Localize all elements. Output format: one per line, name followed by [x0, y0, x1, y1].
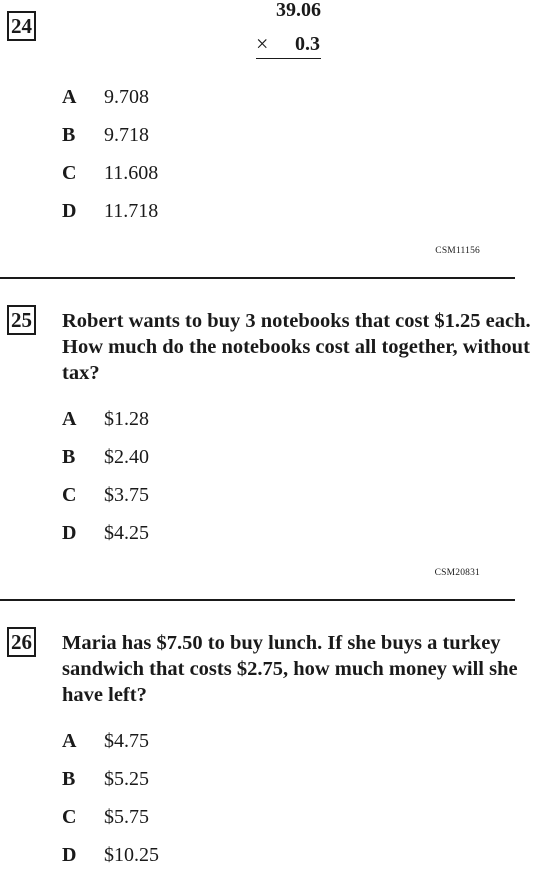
choice-text: $1.28	[104, 408, 149, 430]
question-number-26: 26	[7, 627, 36, 657]
section-divider	[0, 277, 515, 279]
question-stem-25: Robert wants to buy 3 notebooks that cost $1.25 each. How much do the notebooks cost all together, without tax?	[62, 310, 531, 384]
choice-letter: D	[62, 522, 77, 544]
multiplier-row	[256, 32, 321, 59]
multiply-sign: ×	[256, 31, 269, 56]
choice-letter: B	[62, 768, 76, 790]
choice-25-a[interactable]	[62, 406, 149, 432]
choice-letter: A	[62, 86, 77, 108]
choice-text: 11.718	[104, 200, 159, 222]
choice-letter: D	[62, 844, 77, 866]
question-number-24: 24	[7, 11, 36, 41]
choice-text: $10.25	[104, 844, 159, 866]
choice-letter: D	[62, 200, 77, 222]
choice-text: $5.25	[104, 768, 149, 790]
choice-26-a[interactable]	[62, 728, 149, 754]
choice-text: 11.608	[104, 162, 159, 184]
choice-24-b[interactable]	[62, 122, 149, 148]
choice-26-c[interactable]	[62, 804, 149, 830]
section-divider	[0, 599, 515, 601]
choice-letter: A	[62, 408, 77, 430]
choice-letter: B	[62, 124, 76, 146]
choice-26-b[interactable]	[62, 766, 149, 792]
choice-25-b[interactable]	[62, 444, 149, 470]
choice-text: 9.718	[104, 124, 149, 146]
choice-26-d[interactable]	[62, 842, 159, 868]
choice-24-c[interactable]	[62, 160, 158, 186]
choice-text: 9.708	[104, 86, 149, 108]
question-number-25: 25	[7, 305, 36, 335]
choice-letter: C	[62, 484, 77, 506]
item-code-25: CSM20831	[434, 568, 480, 578]
choice-letter: C	[62, 162, 77, 184]
choice-24-a[interactable]	[62, 84, 149, 110]
choice-24-d[interactable]	[62, 198, 158, 224]
choice-text: $2.40	[104, 446, 149, 468]
choice-letter: B	[62, 446, 76, 468]
item-code-24: CSM11156	[435, 246, 480, 256]
choice-text: $5.75	[104, 806, 149, 828]
choice-text: $3.75	[104, 484, 149, 506]
choice-25-d[interactable]	[62, 520, 149, 546]
choice-text: $4.75	[104, 730, 149, 752]
multiplicand: 39.06	[276, 0, 321, 21]
choice-text: $4.25	[104, 522, 149, 544]
choice-25-c[interactable]	[62, 482, 149, 508]
choice-letter: A	[62, 730, 77, 752]
choice-letter: C	[62, 806, 77, 828]
multiplier: 0.3	[295, 33, 320, 55]
question-stem-26: Maria has $7.50 to buy lunch. If she buys a turkey sandwich that costs $2.75, how much money will she have left?	[62, 632, 518, 706]
